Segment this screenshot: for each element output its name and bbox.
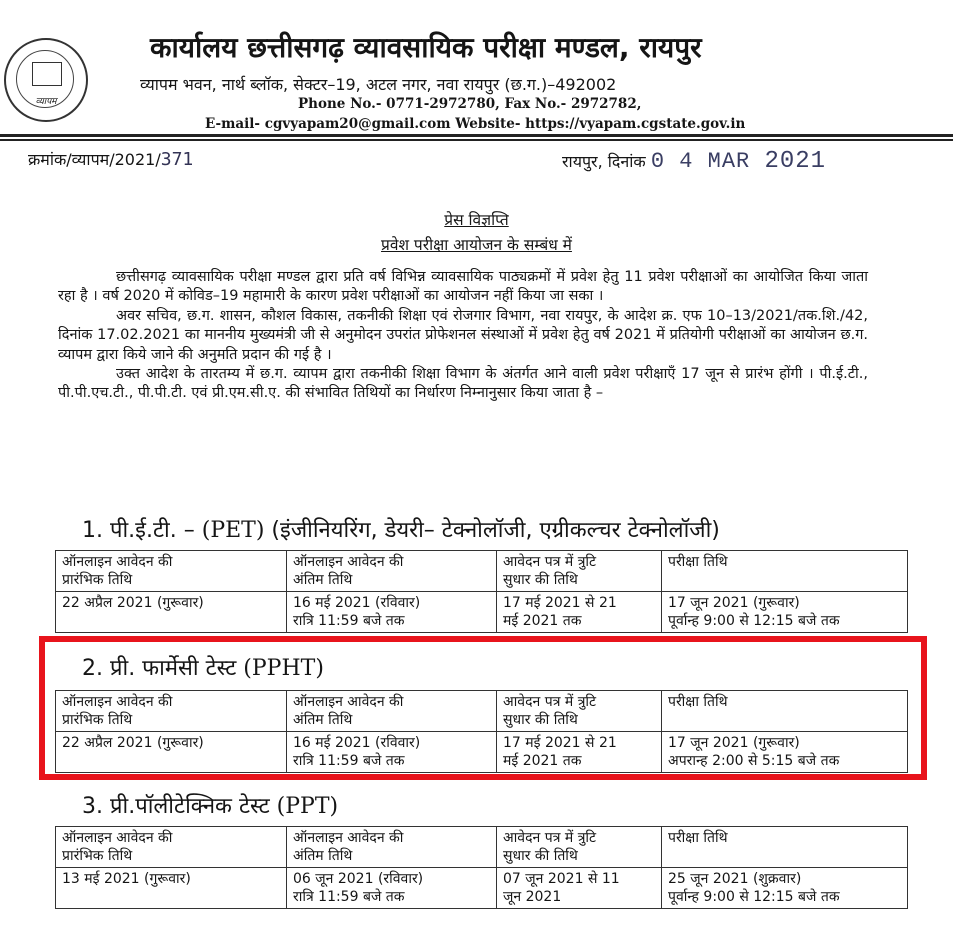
ppt-schedule-table: [55, 826, 908, 909]
body-paragraph-3: उक्त आदेश के तारतम्य में छ.ग. व्यापम द्वारा तकनीकी शिक्षा विभाग के अंतर्गत आने वाली प्रवेश परीक्षाऍं 17 जून से प्रारंभ होंगी । पी.ई.टी., पी.पी.एच.टी., पी.पी.टी. एवं प्री.एम.सी.ए. की संभावित तिथियों का निर्धारण निम्नानुसार किया जाता है –: [58, 366, 868, 402]
contact-phone: Phone No.- 0771-2972780, Fax No.- 2972782,: [298, 96, 642, 112]
issue-date: [562, 148, 826, 175]
table-header-row: ऑनलाइन आवेदन की प्रारंभिक तिथि ऑनलाइन आवेदन की अंतिम तिथि आवेदन पत्र में त्रुटि सुधार की तिथि परीक्षा तिथि: [56, 551, 908, 592]
header-divider-thin: [0, 139, 953, 141]
logo-emblem-icon: [32, 62, 62, 86]
table-row: 13 मई 2021 (गुरूवार) 06 जून 2021 (रविवार) रात्रि 11:59 बजे तक 07 जून 2021 से 11 जून 2021 25 जून 2021 (शुक्रवार) पूर्वान्ह 9:00 से 12:15 बजे तक: [56, 868, 908, 909]
table-header-row: ऑनलाइन आवेदन की प्रारंभिक तिथि ऑनलाइन आवेदन की अंतिम तिथि आवेदन पत्र में त्रुटि सुधार की तिथि परीक्षा तिथि: [56, 691, 908, 732]
logo-text: व्यापम: [35, 97, 57, 107]
contact-email-website: E-mail- cgvyapam20@gmail.com Website- https://vyapam.cgstate.gov.in: [205, 116, 746, 132]
organization-address: व्यापम भवन, नार्थ ब्लॉक, सेक्टर–19, अटल नगर, नवा रायपुर (छ.ग.)–492002: [140, 75, 617, 94]
press-title: प्रेस विज्ञप्ति: [444, 211, 509, 229]
ppht-highlight-box: [39, 636, 927, 780]
table-row: 22 अप्रैल 2021 (गुरूवार) 16 मई 2021 (रविवार) रात्रि 11:59 बजे तक 17 मई 2021 से 21 मई 2021 तक 17 जून 2021 (गुरूवार) पूर्वान्ह 9:00 से 12:15 बजे तक: [56, 592, 908, 633]
press-body: [58, 268, 868, 404]
body-paragraph-1: छत्तीसगढ़ व्यावसायिक परीक्षा मण्डल द्वारा प्रति वर्ष विभिन्न व्यावसायिक पाठ्यक्रमों में प्रवेश हेतु 11 प्रवेश परीक्षाओं का आयोजित किया जाता रहा है । वर्ष 2020 में कोविड–19 महामारी के कारण प्रवेश परीक्षाओं का आयोजन नहीं किया जा सका ।: [58, 269, 868, 305]
pet-schedule-table: [55, 550, 908, 633]
organization-name: कार्यालय छत्तीसगढ़ व्यावसायिक परीक्षा मण्डल, रायपुर: [150, 31, 702, 64]
table-header-row: ऑनलाइन आवेदन की प्रारंभिक तिथि ऑनलाइन आवेदन की अंतिम तिथि आवेदन पत्र में त्रुटि सुधार की तिथि परीक्षा तिथि: [56, 827, 908, 868]
press-subject: प्रवेश परीक्षा आयोजन के सम्बंध में: [381, 236, 572, 254]
vyapam-logo: [4, 38, 88, 122]
section-pet-title: 1. पी.ई.टी. – (PET) (इंजीनियरिंग, डेयरी– टेक्नोलॉजी, एग्रीकल्चर टेक्नोलॉजी): [82, 518, 720, 543]
body-paragraph-2: अवर सचिव, छ.ग. शासन, कौशल विकास, तकनीकी शिक्षा एवं रोजगार विभाग, नवा रायपुर, के आदेश क्र. एफ 10–13/2021/तक.शि./42, दिनांक 17.02.2021 का माननीय मुख्यमंत्री जी से अनुमोदन उपरांत प्रोफेशनल संस्थाओं में प्रवेश हेतु वर्ष 2021 में प्रतियोगी परीक्षाओं का आयोजन छ.ग. व्यापम द्वारा किये जाने की अनुमति प्रदान की गई है ।: [58, 307, 869, 363]
table-row: 22 अप्रैल 2021 (गुरूवार) 16 मई 2021 (रविवार) रात्रि 11:59 बजे तक 17 मई 2021 से 21 मई 2021 तक 17 जून 2021 (गुरूवार) अपरान्ह 2:00 से 5:15 बजे तक: [56, 732, 908, 773]
reference-prefix: क्रमांक/व्यापम/2021/: [28, 150, 161, 169]
reference-number: [28, 148, 193, 170]
date-stamp: 0 4 MAR 2021: [650, 148, 827, 175]
date-label: रायपुर, दिनांक: [562, 152, 651, 171]
section-ppt-title: 3. प्री.पॉलीटेक्निक टेस्ट (PPT): [82, 794, 339, 819]
reference-handwritten-number: 371: [160, 149, 194, 170]
section-ppht-title: 2. प्री. फार्मेसी टेस्ट (PPHT): [82, 656, 324, 681]
header-divider: [0, 134, 953, 137]
press-heading: [0, 208, 953, 258]
